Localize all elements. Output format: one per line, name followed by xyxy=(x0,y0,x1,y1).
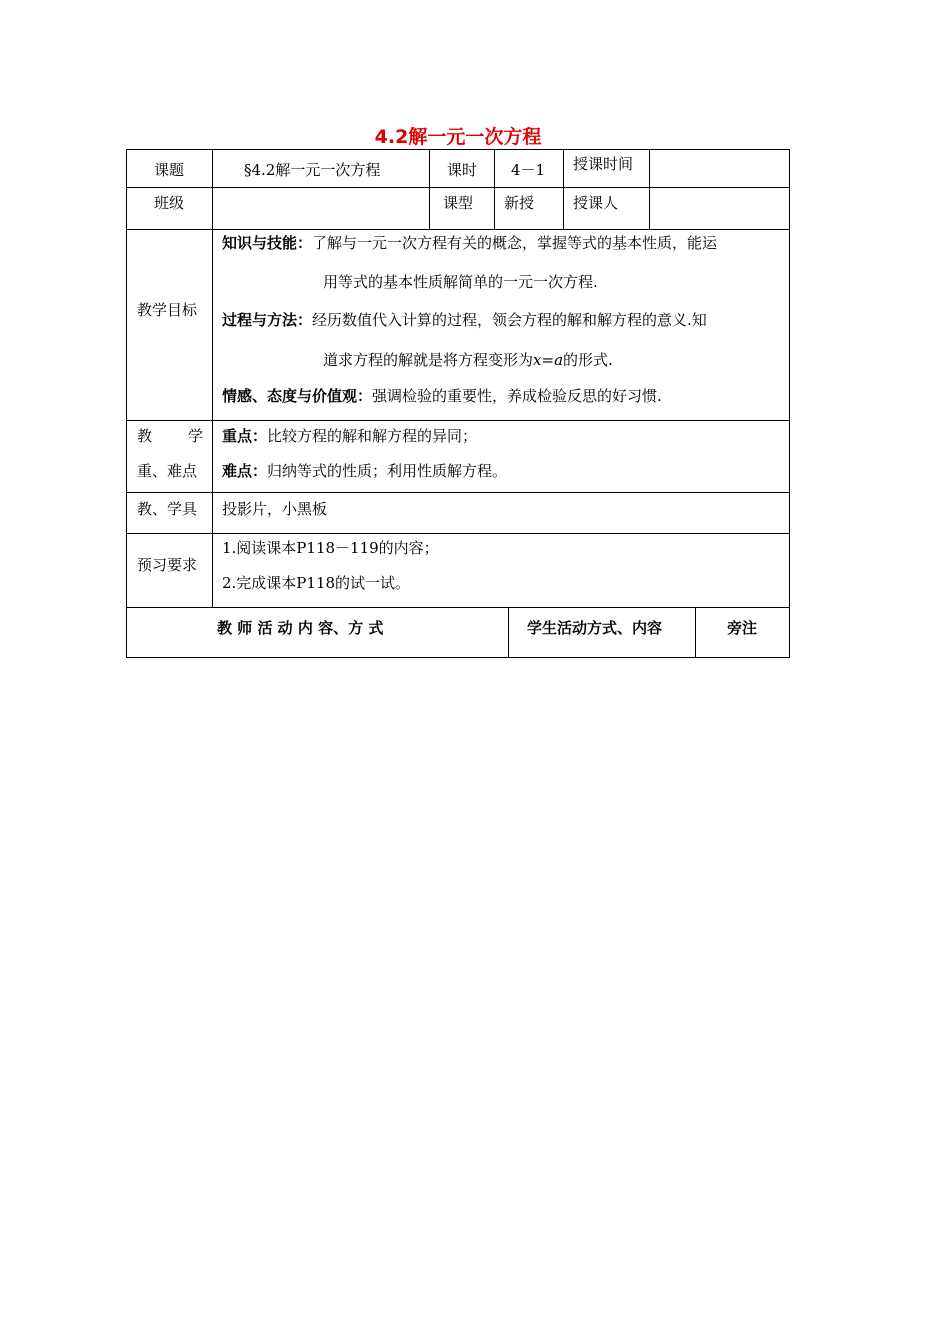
focus-text: 比较方程的解和解方程的异同； xyxy=(267,427,478,445)
teacher-activity-header: 教 师 活 动 内 容、方 式 xyxy=(217,619,384,637)
knowledge-skills-title: 知识与技能： xyxy=(222,234,313,252)
student-activity-header: 学生活动方式、内容 xyxy=(527,619,663,637)
keypoints-label-focus-difficulty: 重、难点 xyxy=(137,462,198,480)
column-divider xyxy=(212,150,213,607)
row-divider xyxy=(127,607,789,608)
row-divider xyxy=(127,187,789,188)
preview-item-2: 2.完成课本P118的试一试。 xyxy=(222,574,411,592)
knowledge-skills-line xyxy=(222,233,717,253)
period-label: 课时 xyxy=(447,161,478,179)
variable-x: x xyxy=(533,351,542,369)
row-divider xyxy=(127,420,789,421)
process-methods-text: 经历数值代入计算的过程，领会方程的解和解方程的意义.知 xyxy=(312,311,707,329)
focus-title: 重点： xyxy=(222,427,268,445)
lesson-type-label: 课型 xyxy=(443,194,474,212)
process-methods-text-2: 道求方程的解就是将方程变形为 xyxy=(323,351,534,369)
difficulty-title: 难点： xyxy=(222,462,268,480)
process-methods-title: 过程与方法： xyxy=(222,311,313,329)
class-time-label: 授课时间 xyxy=(573,155,634,173)
row-divider xyxy=(127,492,789,493)
objectives-label: 教学目标 xyxy=(137,301,198,319)
process-methods-line-2 xyxy=(323,350,613,370)
lesson-type-value: 新授 xyxy=(504,194,535,212)
knowledge-skills-text: 了解与一元一次方程有关的概念，掌握等式的基本性质，能运 xyxy=(312,234,718,252)
topic-value: §4.2解一元一次方程 xyxy=(244,161,381,179)
keypoints-label-jiao: 教 xyxy=(137,427,153,445)
attitude-values-text: 强调检验的重要性，养成检验反思的好习惯. xyxy=(372,387,662,405)
column-divider xyxy=(695,607,696,657)
row-divider xyxy=(127,533,789,534)
preview-item-1: 1.阅读课本P118－119的内容； xyxy=(222,539,439,557)
keypoints-label-xue: 学 xyxy=(188,427,204,445)
row-divider xyxy=(127,229,789,230)
variable-a: a xyxy=(554,351,564,369)
topic-label: 课题 xyxy=(154,161,185,179)
column-divider xyxy=(508,607,509,657)
process-methods-text-3: 的形式. xyxy=(563,351,613,369)
lesson-plan-table xyxy=(126,149,790,658)
side-note-header: 旁注 xyxy=(727,619,758,637)
column-divider xyxy=(429,150,430,229)
teacher-label: 授课人 xyxy=(573,194,619,212)
knowledge-skills-line-2: 用等式的基本性质解简单的一元一次方程. xyxy=(323,273,598,291)
attitude-values-line xyxy=(222,386,662,406)
attitude-values-title: 情感、态度与价值观： xyxy=(222,387,373,405)
equals-sign: = xyxy=(541,351,555,369)
difficulty-text: 归纳等式的性质；利用性质解方程。 xyxy=(267,462,508,480)
difficulty-line xyxy=(222,461,507,481)
class-label: 班级 xyxy=(154,194,185,212)
document-title: 4.2解一元一次方程 xyxy=(374,126,542,148)
tools-value: 投影片，小黑板 xyxy=(222,500,328,518)
column-divider xyxy=(494,150,495,229)
column-divider xyxy=(649,150,650,229)
focus-line xyxy=(222,426,477,446)
process-methods-line xyxy=(222,310,707,330)
tools-label: 教、学具 xyxy=(137,500,198,518)
preview-label: 预习要求 xyxy=(137,556,198,574)
period-value: 4－1 xyxy=(511,161,546,179)
column-divider xyxy=(563,150,564,229)
